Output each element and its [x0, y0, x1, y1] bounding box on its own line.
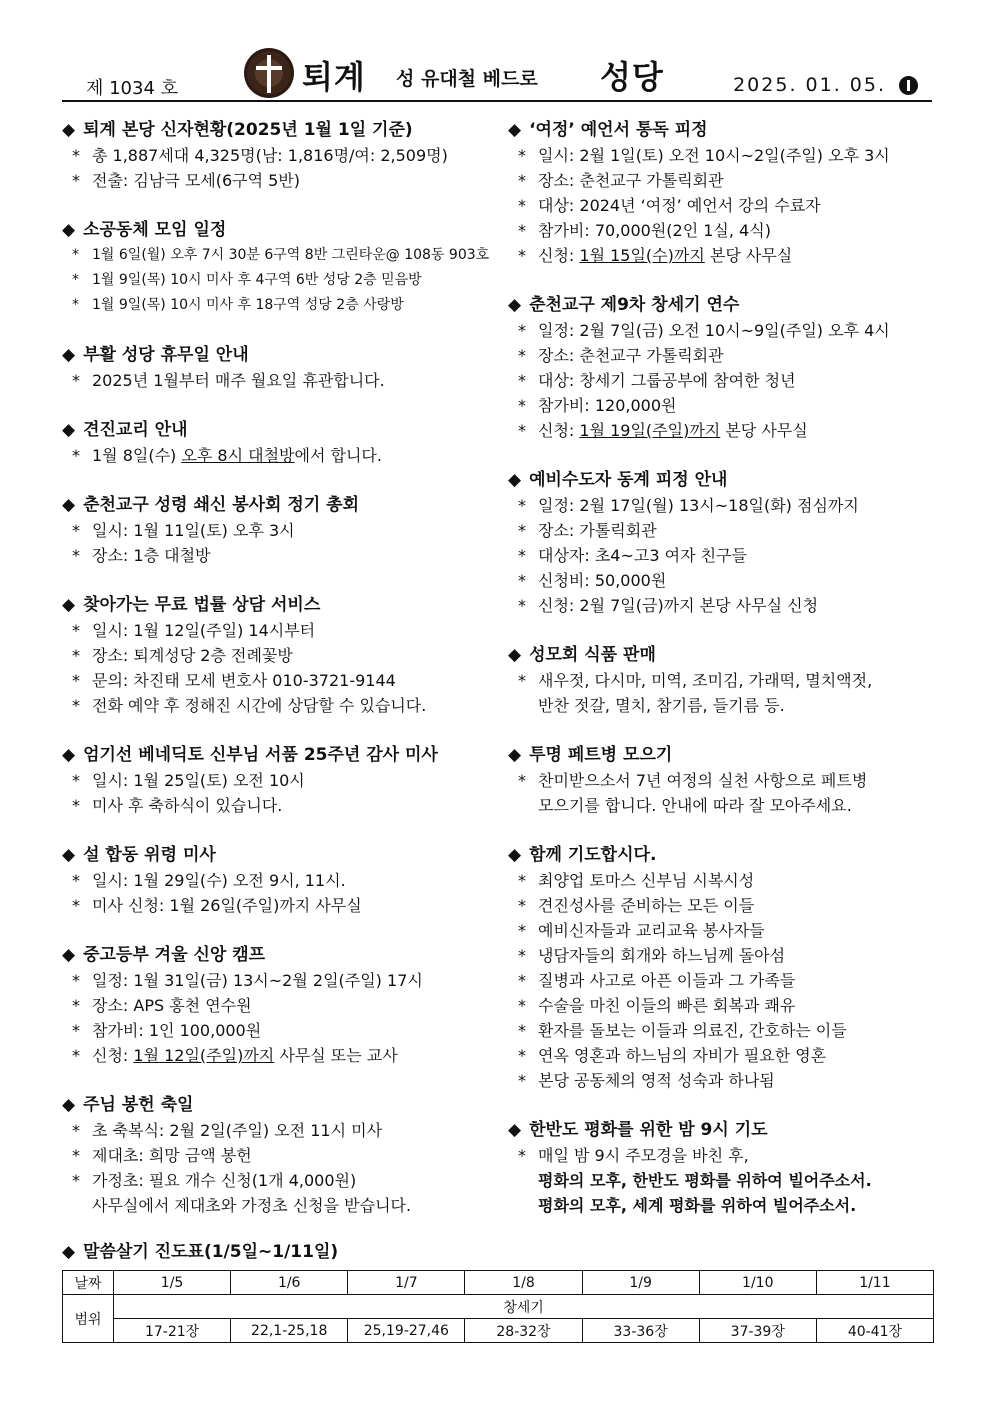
item-text: 사무실 또는 교사	[274, 1046, 398, 1065]
notice-item	[508, 768, 928, 793]
item-text: 전출: 김남극 모세(6구역 5반)	[92, 171, 301, 190]
chapter-cell: 37-39장	[699, 1319, 816, 1343]
section-title-text: 중고등부 겨울 신앙 캠프	[83, 945, 266, 965]
notice-section	[508, 643, 928, 718]
notice-item	[62, 793, 502, 818]
date-cell: 1/8	[465, 1271, 582, 1295]
notice-section	[62, 843, 502, 918]
notice-item	[508, 493, 928, 518]
item-text: 초 축복식: 2월 2일(주일) 오전 11시 미사	[92, 1121, 383, 1140]
diamond-bullet-icon: ◆	[62, 1095, 76, 1115]
item-text: 일정: 2월 17일(월) 13시~18일(화) 점심까지	[538, 496, 859, 515]
item-text: 1월 8일(수)	[92, 446, 182, 465]
notice-section	[62, 743, 502, 818]
item-text: 1월 6일(월) 오후 7시 30분 6구역 8반 그린타운@ 108동 903호	[92, 247, 490, 263]
notice-item	[508, 218, 928, 243]
item-text: 제대초: 희망 금액 봉헌	[92, 1146, 252, 1165]
notice-item	[62, 1143, 502, 1168]
section-title	[62, 1093, 502, 1118]
item-text: 대상: 창세기 그룹공부에 참여한 청년	[538, 371, 796, 390]
section-title	[62, 593, 502, 618]
section-title	[62, 743, 502, 768]
chapter-cell: 17-21장	[114, 1319, 231, 1343]
item-text: 연옥 영혼과 하느님의 자비가 필요한 영혼	[538, 1046, 827, 1065]
item-text: 냉담자들의 회개와 하느님께 돌아섬	[538, 946, 786, 965]
notice-item	[508, 1168, 928, 1193]
diamond-bullet-icon: ◆	[62, 120, 76, 140]
diamond-bullet-icon: ◆	[508, 645, 522, 665]
notice-item	[508, 368, 928, 393]
section-title-text: 투명 페트병 모으기	[529, 745, 673, 765]
schedule-book-row	[63, 1295, 934, 1319]
item-text: 일정: 1월 31일(금) 13시~2월 2일(주일) 17시	[92, 971, 423, 990]
item-text: 일시: 1월 11일(토) 오후 3시	[92, 521, 295, 540]
notice-item	[508, 1043, 928, 1068]
notice-item	[62, 443, 502, 468]
section-title	[508, 643, 928, 668]
notice-item	[62, 993, 502, 1018]
notice-item	[508, 393, 928, 418]
item-text: 신청비: 50,000원	[538, 571, 667, 590]
highlighted-deadline: 1월 19일(주일)까지	[579, 421, 721, 440]
item-text: 문의: 차진태 모세 변호사 010-3721-9144	[92, 671, 396, 690]
item-text: 매일 밤 9시 주모경을 바친 후,	[538, 1146, 749, 1165]
notice-section	[508, 743, 928, 818]
notice-item	[508, 168, 928, 193]
section-title	[508, 1118, 928, 1143]
notice-item	[62, 1018, 502, 1043]
schedule-title	[62, 1240, 934, 1265]
notice-item	[62, 868, 502, 893]
notice-section	[508, 1118, 928, 1218]
diamond-bullet-icon: ◆	[508, 745, 522, 765]
notice-item	[508, 418, 928, 443]
date-cell: 1/6	[231, 1271, 348, 1295]
item-text: 일시: 1월 12일(주일) 14시부터	[92, 621, 316, 640]
notice-section	[508, 118, 928, 268]
chapter-cell: 28-32장	[465, 1319, 582, 1343]
item-text: 대상자: 초4~고3 여자 친구들	[538, 546, 747, 565]
notice-section	[508, 468, 928, 618]
notice-section	[62, 218, 502, 318]
schedule-dates-row	[63, 1271, 934, 1295]
chapter-cell: 25,19-27,46	[348, 1319, 465, 1343]
notice-item	[62, 768, 502, 793]
item-text: 총 1,887세대 4,325명(남: 1,816명/여: 2,509명)	[92, 146, 448, 165]
item-text: 본당 공동체의 영적 성숙과 하나됨	[538, 1071, 775, 1090]
highlighted-deadline: 1월 12일(주일)까지	[133, 1046, 275, 1065]
diamond-bullet-icon: ◆	[62, 220, 76, 240]
diamond-bullet-icon: ◆	[508, 295, 522, 315]
issue-number: 제 1034 호	[86, 78, 179, 99]
notice-item	[62, 618, 502, 643]
item-text: 새우젓, 다시마, 미역, 조미김, 가래떡, 멸치액젓,	[538, 671, 873, 690]
item-text: 질병과 사고로 아픈 이들과 그 가족들	[538, 971, 796, 990]
parish-logo-icon	[244, 48, 294, 98]
notice-section	[508, 293, 928, 443]
section-title-text: 찾아가는 무료 법률 상담 서비스	[83, 595, 321, 615]
diamond-bullet-icon: ◆	[62, 495, 76, 515]
item-text: 본당 사무실	[720, 421, 808, 440]
section-title	[508, 293, 928, 318]
section-title-text: 소공동체 모임 일정	[83, 220, 227, 240]
diamond-bullet-icon: ◆	[62, 1242, 76, 1262]
section-title-text: 함께 기도합시다.	[529, 845, 657, 865]
page-number-icon	[899, 76, 918, 95]
diamond-bullet-icon: ◆	[62, 745, 76, 765]
range-header-cell: 범위	[63, 1295, 114, 1343]
section-title	[62, 118, 502, 143]
notice-item	[508, 1018, 928, 1043]
highlighted-deadline: 1월 15일(수)까지	[579, 246, 705, 265]
section-title	[62, 493, 502, 518]
section-title-text: 설 합동 위령 미사	[83, 845, 216, 865]
section-title-text: 부활 성당 휴무일 안내	[83, 345, 249, 365]
section-title-text: ‘여정’ 예언서 통독 피정	[529, 120, 708, 140]
item-text: 장소: 퇴계성당 2층 전례꽃방	[92, 646, 293, 665]
notice-item	[508, 243, 928, 268]
diamond-bullet-icon: ◆	[62, 595, 76, 615]
section-title	[62, 343, 502, 368]
section-title	[62, 418, 502, 443]
item-text: 1월 9일(목) 10시 미사 후 18구역 성당 2층 사랑방	[92, 297, 404, 313]
diamond-bullet-icon: ◆	[62, 420, 76, 440]
right-column	[508, 118, 928, 1243]
item-text: 장소: APS 홍천 연수원	[92, 996, 252, 1015]
item-text: 미사 신청: 1월 26일(주일)까지 사무실	[92, 896, 362, 915]
item-text: 견진성사를 준비하는 모든 이들	[538, 896, 755, 915]
notice-item	[62, 1193, 502, 1218]
item-text: 장소: 춘천교구 가톨릭회관	[538, 171, 724, 190]
notice-item	[62, 143, 502, 168]
notice-item	[62, 268, 502, 293]
schedule-title-text: 말씀살기 진도표(1/5일~1/11일)	[83, 1242, 339, 1262]
notice-section	[62, 943, 502, 1068]
notice-item	[508, 518, 928, 543]
item-text: 최양업 토마스 신부님 시복시성	[538, 871, 755, 890]
notice-item	[62, 968, 502, 993]
item-text: 평화의 모후, 한반도 평화를 위하여 빌어주소서.	[538, 1171, 872, 1190]
notice-item	[508, 693, 928, 718]
notice-item	[508, 893, 928, 918]
notice-item	[508, 1143, 928, 1168]
date-cell: 1/10	[699, 1271, 816, 1295]
item-text: 장소: 1층 대철방	[92, 546, 211, 565]
notice-item	[62, 643, 502, 668]
notice-section	[62, 1093, 502, 1218]
section-title-text: 성모회 식품 판매	[529, 645, 656, 665]
section-title-text: 퇴계 본당 신자현황(2025년 1월 1일 기준)	[83, 120, 413, 140]
notice-item	[508, 543, 928, 568]
section-title	[508, 468, 928, 493]
diamond-bullet-icon: ◆	[508, 470, 522, 490]
notice-item	[508, 868, 928, 893]
item-text: 대상: 2024년 ‘여정’ 예언서 강의 수료자	[538, 196, 821, 215]
notice-section	[62, 418, 502, 468]
chapter-cell: 33-36장	[582, 1319, 699, 1343]
diamond-bullet-icon: ◆	[508, 120, 522, 140]
bulletin-header	[62, 44, 932, 102]
notice-item	[508, 568, 928, 593]
notice-item	[62, 368, 502, 393]
item-text: 본당 사무실	[704, 246, 793, 265]
item-text: 에서 합니다.	[294, 446, 382, 465]
bible-reading-schedule	[62, 1240, 934, 1343]
schedule-chapters-row	[63, 1319, 934, 1343]
notice-item	[508, 918, 928, 943]
section-title-text: 춘천교구 성령 쇄신 봉사회 정기 총회	[83, 495, 359, 515]
item-text: 반찬 젓갈, 멸치, 참기름, 들기름 등.	[538, 696, 785, 715]
item-text: 장소: 가톨릭회관	[538, 521, 657, 540]
notice-item	[62, 693, 502, 718]
chapter-cell: 22,1-25,18	[231, 1319, 348, 1343]
title-toegye: 퇴계	[302, 58, 366, 96]
notice-item	[508, 943, 928, 968]
item-text: 예비신자들과 교리교육 봉사자들	[538, 921, 765, 940]
item-text: 일정: 2월 7일(금) 오전 10시~9일(주일) 오후 4시	[538, 321, 890, 340]
item-text: 평화의 모후, 세계 평화를 위하여 빌어주소서.	[538, 1196, 857, 1215]
diamond-bullet-icon: ◆	[508, 1120, 522, 1140]
date-cell: 1/11	[816, 1271, 933, 1295]
item-text: 참가비: 70,000원(2인 1실, 4식)	[538, 221, 771, 240]
item-text: 환자를 돌보는 이들과 의료진, 간호하는 이들	[538, 1021, 847, 1040]
section-title-text: 예비수도자 동계 피정 안내	[529, 470, 728, 490]
schedule-table	[62, 1270, 934, 1343]
notice-item	[62, 168, 502, 193]
issue-date: 2025. 01. 05.	[733, 74, 886, 96]
item-text: 참가비: 120,000원	[538, 396, 677, 415]
section-title-text: 춘천교구 제9차 창세기 연수	[529, 295, 740, 315]
item-text: 미사 후 축하식이 있습니다.	[92, 796, 283, 815]
notice-item	[62, 1043, 502, 1068]
notice-item	[62, 518, 502, 543]
notice-item	[508, 593, 928, 618]
highlighted-deadline: 오후 8시 대철방	[181, 446, 295, 465]
notice-item	[508, 793, 928, 818]
item-text: 신청:	[538, 421, 580, 440]
notice-item	[508, 1193, 928, 1218]
diamond-bullet-icon: ◆	[62, 945, 76, 965]
date-header-cell: 날짜	[63, 1271, 114, 1295]
notice-item	[62, 893, 502, 918]
notice-item	[508, 1068, 928, 1093]
notice-section	[62, 493, 502, 568]
item-text: 수술을 마친 이들의 빠른 회복과 쾌유	[538, 996, 796, 1015]
notice-item	[508, 343, 928, 368]
chapter-cell: 40-41장	[816, 1319, 933, 1343]
notice-item	[62, 293, 502, 318]
section-title-text: 주님 봉헌 축일	[83, 1095, 194, 1115]
notice-item	[508, 968, 928, 993]
notice-item	[508, 193, 928, 218]
notice-section	[508, 843, 928, 1093]
section-title	[62, 218, 502, 243]
notice-section	[62, 118, 502, 193]
notice-item	[62, 668, 502, 693]
section-title-text: 견진교리 안내	[83, 420, 188, 440]
notice-item	[508, 668, 928, 693]
notice-item	[62, 1168, 502, 1193]
section-title-text: 한반도 평화를 위한 밤 9시 기도	[529, 1120, 768, 1140]
section-title-text: 엄기선 베네딕토 신부님 서품 25주년 감사 미사	[83, 745, 438, 765]
section-title	[508, 118, 928, 143]
item-text: 2025년 1월부터 매주 월요일 휴관합니다.	[92, 371, 385, 390]
item-text: 가정초: 필요 개수 신청(1개 4,000원)	[92, 1171, 357, 1190]
item-text: 1월 9일(목) 10시 미사 후 4구역 6반 성당 2층 믿음방	[92, 272, 422, 288]
section-title	[508, 843, 928, 868]
notice-item	[62, 1118, 502, 1143]
section-title	[508, 743, 928, 768]
date-cell: 1/5	[114, 1271, 231, 1295]
item-text: 신청: 2월 7일(금)까지 본당 사무실 신청	[538, 596, 819, 615]
date-cell: 1/9	[582, 1271, 699, 1295]
item-text: 찬미받으소서 7년 여정의 실천 사항으로 페트병	[538, 771, 868, 790]
item-text: 참가비: 1인 100,000원	[92, 1021, 262, 1040]
item-text: 일시: 2월 1일(토) 오전 10시~2일(주일) 오후 3시	[538, 146, 890, 165]
diamond-bullet-icon: ◆	[62, 845, 76, 865]
book-cell: 창세기	[114, 1295, 934, 1319]
notice-item	[62, 543, 502, 568]
item-text: 장소: 춘천교구 가톨릭회관	[538, 346, 724, 365]
notice-section	[62, 343, 502, 393]
notice-item	[508, 993, 928, 1018]
notice-item	[508, 143, 928, 168]
date-cell: 1/7	[348, 1271, 465, 1295]
section-title	[62, 943, 502, 968]
diamond-bullet-icon: ◆	[508, 845, 522, 865]
title-church: 성당	[600, 58, 664, 96]
left-column	[62, 118, 502, 1243]
item-text: 일시: 1월 29일(수) 오전 9시, 11시.	[92, 871, 346, 890]
section-title	[62, 843, 502, 868]
item-text: 모으기를 합니다. 안내에 따라 잘 모아주세요.	[538, 796, 852, 815]
diamond-bullet-icon: ◆	[62, 345, 76, 365]
item-text: 신청:	[538, 246, 580, 265]
item-text: 일시: 1월 25일(토) 오전 10시	[92, 771, 305, 790]
notice-section	[62, 593, 502, 718]
item-text: 사무실에서 제대초와 가정초 신청을 받습니다.	[92, 1196, 412, 1215]
item-text: 신청:	[92, 1046, 134, 1065]
title-patron-saint: 성 유대철 베드로	[396, 68, 538, 90]
notice-item	[62, 243, 502, 268]
notice-item	[508, 318, 928, 343]
item-text: 전화 예약 후 정해진 시간에 상담할 수 있습니다.	[92, 696, 427, 715]
